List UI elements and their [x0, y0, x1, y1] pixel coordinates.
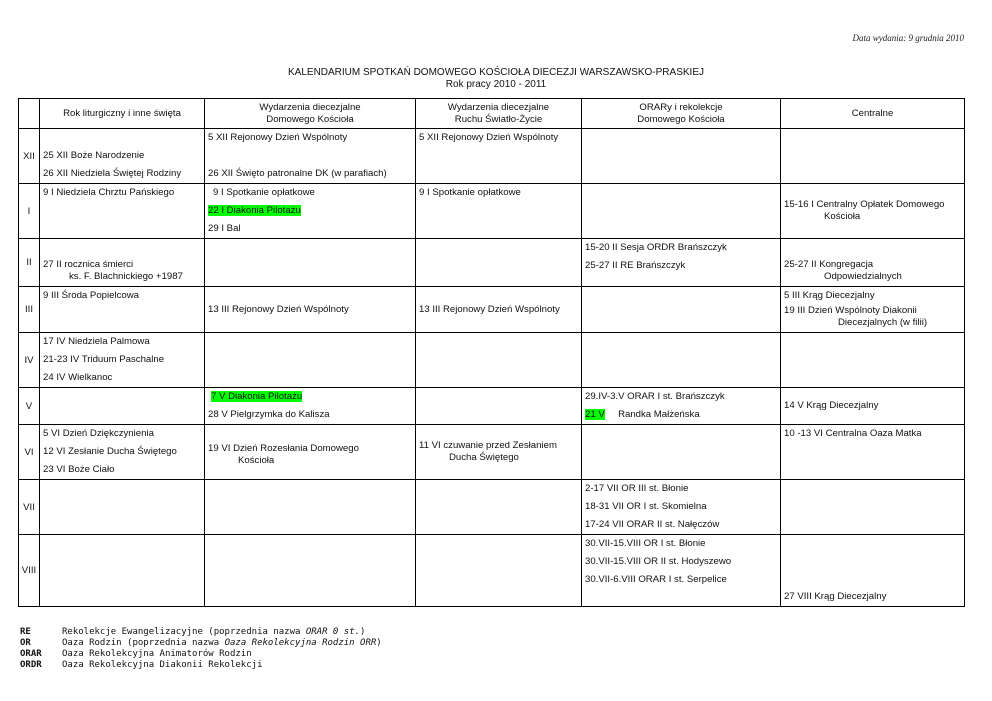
- list-item: 30.VII-6.VIII ORAR I st. Serpelice: [585, 574, 727, 585]
- list-item: 5 XII Rejonowy Dzień Wspólnoty: [419, 132, 559, 143]
- legend-desc: Oaza Rodzin (poprzednia nazwa Oaza Rekolekcyjna Rodzin ORR): [62, 638, 382, 648]
- month-row-vi: [19, 425, 965, 480]
- legend-abbr: ORAR: [20, 649, 42, 659]
- header-month: [19, 99, 40, 129]
- orar-cell: [582, 425, 781, 480]
- header-orar: ORARy i rekolekcje Domowego Kościoła: [582, 99, 781, 129]
- list-item: 21 V Randka Małżeńska: [585, 409, 700, 420]
- list-item: 25-27 II RE Brańszczyk: [585, 260, 686, 271]
- title-line-1: KALENDARIUM SPOTKAŃ DOMOWEGO KOŚCIOŁA DIECEZJI WARSZAWSKO-PRASKIEJ: [288, 67, 704, 78]
- legend-row-re: [20, 627, 382, 638]
- list-item: 11 VI czuwanie przed Zesłaniem Ducha Świętego: [419, 440, 557, 463]
- liturgical-cell: [40, 239, 205, 287]
- list-item: 13 III Rejonowy Dzień Wspólnoty: [208, 303, 349, 315]
- list-item: 19 VI Dzień Rozesłania Domowego Kościoła: [208, 443, 359, 466]
- central-cell: [781, 388, 965, 425]
- liturgical-cell: [40, 184, 205, 239]
- rsz-cell: [416, 184, 582, 239]
- list-item: 9 I Niedziela Chrztu Pańskiego: [43, 187, 175, 198]
- orar-cell: [582, 388, 781, 425]
- liturgical-cell: [40, 129, 205, 184]
- list-item: 13 III Rejonowy Dzień Wspólnoty: [419, 303, 560, 315]
- list-item: 10 -13 VI Centralna Oaza Matka: [784, 428, 922, 439]
- list-item: [205, 202, 415, 220]
- month-label: VIII: [19, 535, 40, 607]
- month-label: IV: [19, 333, 40, 388]
- month-row-viii: [19, 535, 965, 607]
- dk-cell: [205, 287, 416, 333]
- legend-row-orar: [20, 649, 382, 660]
- list-item: 25 XII Boże Narodzenie: [43, 150, 145, 161]
- orar-cell: [582, 239, 781, 287]
- list-item: 17 IV Niedziela Palmowa: [43, 336, 150, 347]
- rsz-cell: [416, 388, 582, 425]
- orar-cell: [582, 287, 781, 333]
- month-label: VII: [19, 480, 40, 535]
- list-item: 15-20 II Sesja ORDR Brańszczyk: [585, 242, 727, 253]
- central-cell: [781, 129, 965, 184]
- legend-desc: Oaza Rekolekcyjna Diakonii Rekolekcji: [62, 660, 263, 670]
- dk-cell: [205, 388, 416, 425]
- month-label: II: [19, 239, 40, 287]
- month-label: XII: [19, 129, 40, 184]
- orar-cell: [582, 184, 781, 239]
- list-item: 25-27 II Kongregacja Odpowiedzialnych: [784, 259, 902, 282]
- list-item: 17-24 VII ORAR II st. Nałęczów: [585, 519, 720, 530]
- issue-date: Data wydania: 9 grudnia 2010: [852, 33, 964, 43]
- list-item: 19 III Dzień Wspólnoty Diakonii Diecezjalnych (w filii): [784, 305, 928, 328]
- month-label: I: [19, 184, 40, 239]
- list-item: 21-23 IV Triduum Paschalne: [43, 354, 165, 365]
- rsz-cell: [416, 239, 582, 287]
- list-item: 5 VI Dzień Dziękczynienia: [43, 428, 154, 439]
- header-central: Centralne: [781, 99, 965, 129]
- list-item: 24 IV Wielkanoc: [43, 372, 113, 383]
- central-cell: [781, 333, 965, 388]
- header-liturgical: Rok liturgiczny i inne święta: [40, 99, 205, 129]
- rsz-cell: [416, 287, 582, 333]
- central-cell: [781, 239, 965, 287]
- month-row-v: [19, 388, 965, 425]
- legend-row-ordr: [20, 660, 382, 671]
- legend-abbr: RE: [20, 627, 31, 637]
- list-item: 30.VII-15.VIII OR II st. Hodyszewo: [585, 556, 732, 567]
- list-item: 5 III Krąg Diecezjalny: [784, 290, 875, 301]
- header-row: [19, 99, 965, 129]
- central-cell: [781, 287, 965, 333]
- list-item: [205, 388, 415, 406]
- list-item: 2-17 VII OR III st. Błonie: [585, 483, 689, 494]
- liturgical-cell: [40, 425, 205, 480]
- list-item: 12 VI Zesłanie Ducha Świętego: [43, 446, 177, 457]
- list-item: 29 I Bal: [208, 223, 241, 234]
- list-item: 27 VIII Krąg Diecezjalny: [784, 591, 887, 602]
- highlight-marker: 21 V: [585, 409, 605, 420]
- rsz-cell: [416, 535, 582, 607]
- month-row-vii: [19, 480, 965, 535]
- month-label: III: [19, 287, 40, 333]
- rsz-cell: [416, 480, 582, 535]
- month-row-ii: [19, 239, 965, 287]
- dk-cell: [205, 239, 416, 287]
- rsz-cell: [416, 333, 582, 388]
- header-dk-events: Wydarzenia diecezjalne Domowego Kościoła: [205, 99, 416, 129]
- month-label: V: [19, 388, 40, 425]
- central-cell: [781, 184, 965, 239]
- liturgical-cell: [40, 287, 205, 333]
- list-item: 5 XII Rejonowy Dzień Wspólnoty: [208, 132, 348, 143]
- highlight-marker: 7 V Diakonia Pilotażu: [211, 391, 303, 402]
- list-item: 9 I Spotkanie opłatkowe: [419, 187, 521, 198]
- list-item: 14 V Krąg Diecezjalny: [784, 400, 879, 411]
- dk-cell: [205, 184, 416, 239]
- list-item: 26 XII Święto patronalne DK (w parafiach): [208, 168, 387, 179]
- liturgical-cell: [40, 388, 205, 425]
- orar-cell: [582, 480, 781, 535]
- document-title: [0, 67, 992, 91]
- list-item: 29.IV-3.V ORAR I st. Brańszczyk: [585, 391, 725, 402]
- orar-cell: [582, 129, 781, 184]
- list-item: 9 I Spotkanie opłatkowe: [213, 187, 315, 198]
- rsz-cell: [416, 129, 582, 184]
- list-item: 28 V Pielgrzymka do Kalisza: [208, 409, 330, 420]
- legend-row-or: [20, 638, 382, 649]
- dk-cell: [205, 129, 416, 184]
- rsz-cell: [416, 425, 582, 480]
- liturgical-cell: [40, 333, 205, 388]
- dk-cell: [205, 333, 416, 388]
- liturgical-cell: [40, 480, 205, 535]
- month-row-iv: [19, 333, 965, 388]
- legend-abbr: OR: [20, 638, 31, 648]
- legend-abbr: ORDR: [20, 660, 42, 670]
- central-cell: [781, 535, 965, 607]
- liturgical-cell: [40, 535, 205, 607]
- highlight-marker: 22 I Diakonia Pilotażu: [208, 205, 301, 216]
- month-row-i: [19, 184, 965, 239]
- dk-cell: [205, 535, 416, 607]
- orar-cell: [582, 535, 781, 607]
- orar-cell: [582, 333, 781, 388]
- month-label: VI: [19, 425, 40, 480]
- dk-cell: [205, 425, 416, 480]
- list-item: 15-16 I Centralny Opłatek Domowego Kościoła: [784, 199, 945, 222]
- month-row-xii: [19, 129, 965, 184]
- list-item: 27 II rocznica śmierci ks. F. Blachnickiego +1987: [43, 259, 183, 282]
- legend-desc: Rekolekcje Ewangelizacyjne (poprzednia nazwa ORAR 0 st.): [62, 627, 366, 637]
- central-cell: [781, 425, 965, 480]
- month-row-iii: [19, 287, 965, 333]
- dk-cell: [205, 480, 416, 535]
- title-line-2: Rok pracy 2010 - 2011: [445, 79, 547, 90]
- list-item: 30.VII-15.VIII OR I st. Błonie: [585, 538, 706, 549]
- calendar-table: [18, 98, 965, 607]
- list-item: 9 III Środa Popielcowa: [43, 290, 139, 301]
- list-item: 26 XII Niedziela Świętej Rodziny: [43, 168, 182, 179]
- list-item: 23 VI Boże Ciało: [43, 464, 115, 475]
- list-item: 18-31 VII OR I st. Skomielna: [585, 501, 707, 512]
- abbreviation-legend: [20, 627, 382, 671]
- header-rsz-events: Wydarzenia diecezjalne Ruchu Światło-Życie: [416, 99, 582, 129]
- legend-desc: Oaza Rekolekcyjna Animatorów Rodzin: [62, 649, 252, 659]
- central-cell: [781, 480, 965, 535]
